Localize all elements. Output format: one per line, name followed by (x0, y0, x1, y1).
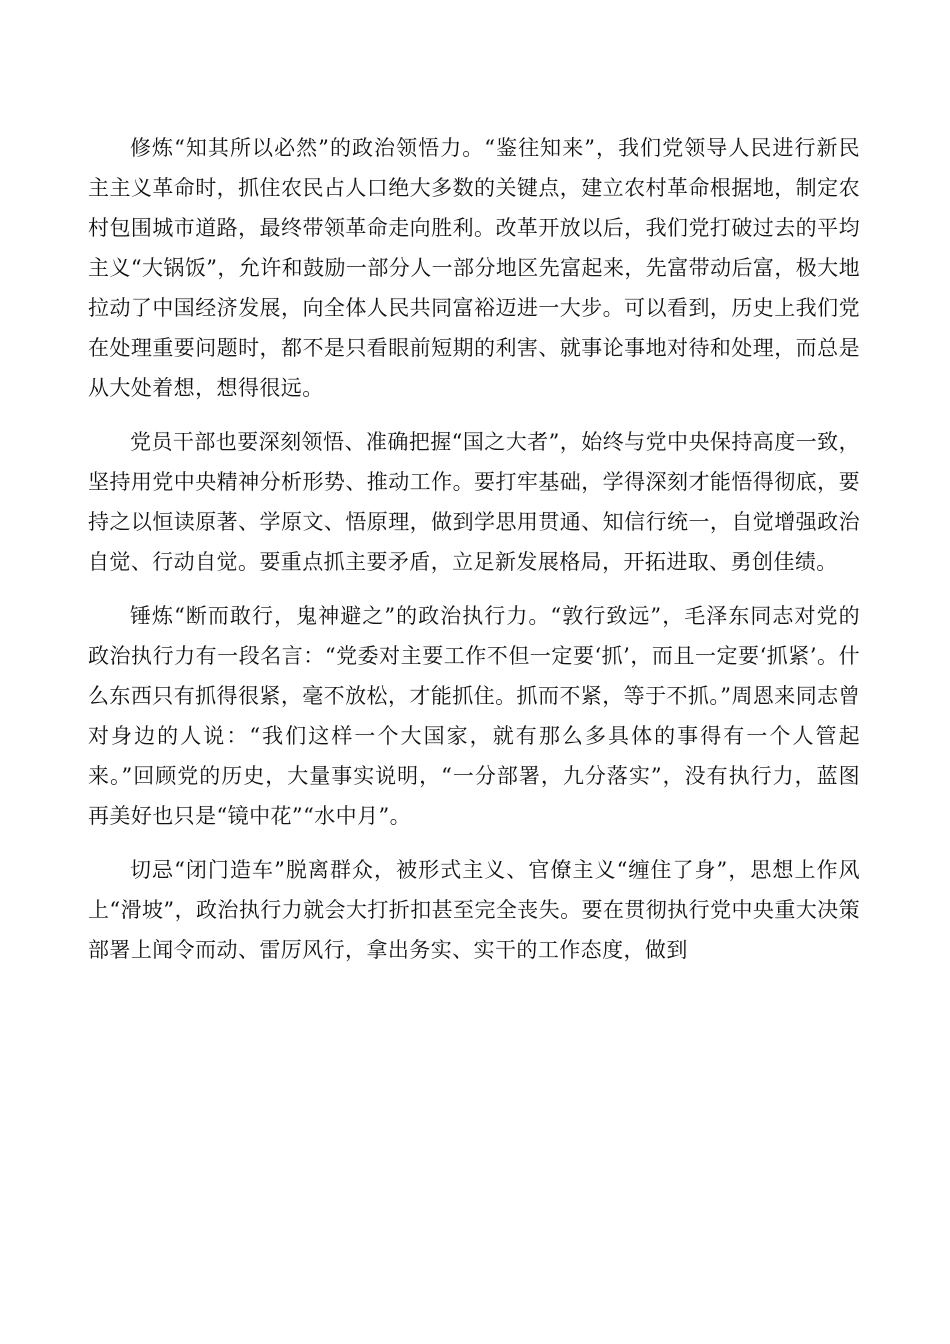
paragraph: 锤炼“断而敢行，鬼神避之”的政治执行力。“敦行致远”，毛泽东同志对党的政治执行力有一段名言：“党委对主要工作不但一定要‘抓’，而且一定要‘抓紧’。什么东西只有抓得很紧，毫不放松，才能抓住。抓而不紧，等于不抓。”周恩来同志曾对身边的人说：“我们这样一个大国家，就有那么多具体的事得有一个人管起来。”回顾党的历史，大量事实说明，“一分部署，九分落实”，没有执行力，蓝图再美好也只是“镜中花”“水中月”。 (88, 604, 860, 828)
paragraph: 切忌“闭门造车”脱离群众，被形式主义、官僚主义“缠住了身”，思想上作风上“滑坡”，政治执行力就会大打折扣甚至完全丧失。要在贯彻执行党中央重大决策部署上闻令而动、雷厉风行，拿出务实、实干的工作态度，做到 (88, 858, 861, 962)
paragraph: 党员干部也要深刻领悟、准确把握“国之大者”，始终与党中央保持高度一致，坚持用党中央精神分析形势、推动工作。要打牢基础，学得深刻才能悟得彻底，要持之以恒读原著、学原文、悟原理，做到学思用贯通、知信行统一，自觉增强政治自觉、行动自觉。要重点抓主要矛盾，立足新发展格局，开拓进取、勇创佳绩。 (88, 430, 860, 574)
document-body (88, 128, 860, 984)
paragraph: 修炼“知其所以必然”的政治领悟力。“鉴往知来”，我们党领导人民进行新民主主义革命时，抓住农民占人口绝大多数的关键点，建立农村革命根据地，制定农村包围城市道路，最终带领革命走向胜利。改革开放以后，我们党打破过去的平均主义“大锅饭”，允许和鼓励一部分人一部分地区先富起来，先富带动后富，极大地拉动了中国经济发展，向全体人民共同富裕迈进一大步。可以看到，历史上我们党在处理重要问题时，都不是只看眼前短期的利害、就事论事地对待和处理，而总是从大处着想，想得很远。 (88, 136, 861, 400)
